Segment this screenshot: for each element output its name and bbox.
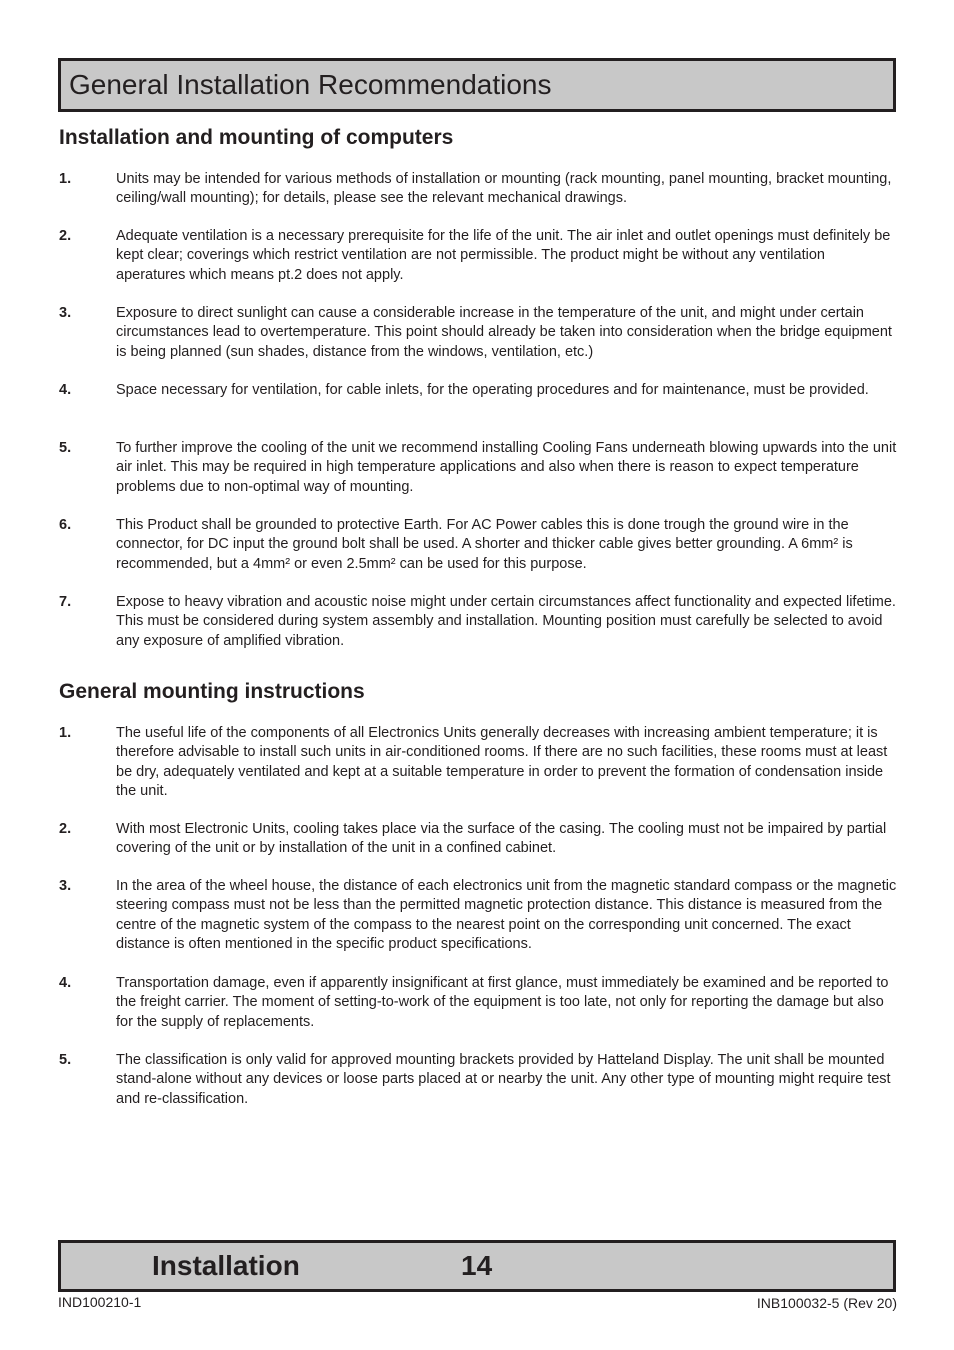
item-number: 4. bbox=[59, 975, 72, 991]
item-number: 3. bbox=[59, 305, 72, 321]
item-number: 5. bbox=[59, 1052, 72, 1068]
item-number: 2. bbox=[59, 228, 72, 244]
page-title: General Installation Recommendations bbox=[69, 69, 552, 100]
item-text: In the area of the wheel house, the distance of each electronics unit from the magnetic standard compass or the magnetic steering compass must not be less than the permitted magnetic protection distance. This distance is measured from the centre of the magnetic system of the compass to the nearest point on the corresponding unit concerned. The exact distance is often mentioned in the specific product specifications. bbox=[116, 878, 897, 953]
section-heading-installation: Installation and mounting of computers bbox=[59, 126, 454, 149]
section-heading-general-mounting: General mounting instructions bbox=[59, 680, 365, 703]
item-text: Space necessary for ventilation, for cable inlets, for the operating procedures and for maintenance, must be provided. bbox=[116, 382, 869, 398]
item-text: Units may be intended for various methods of installation or mounting (rack mounting, panel mounting, bracket mounting, ceiling/wall mounting); for details, please see the relevant mechanical drawings. bbox=[116, 171, 892, 207]
item-text: Exposure to direct sunlight can cause a considerable increase in the temperature of the unit, and might under certain circumstances lead to overtemperature. This point should already be taken into consideration when the bridge equipment is being planned (sun shades, distance from the windows, ventilation, etc.) bbox=[116, 305, 892, 360]
item-text: The useful life of the components of all Electronics Units generally decreases with increasing ambient temperature; it is therefore advisable to install such units in air-conditioned rooms. If there are no such facilities, these rooms must at least be dry, adequately ventilated and kept at a suitable temperature in order to prevent the formation of condensation inside the unit. bbox=[116, 725, 888, 800]
page-number: 14 bbox=[461, 1250, 493, 1281]
item-number: 5. bbox=[59, 440, 72, 456]
item-text: Expose to heavy vibration and acoustic noise might under certain circumstances affect functionality and expected lifetime. This must be considered during system assembly and installation. Mounting position must carefully be selected to avoid any exposure of amplified vibration. bbox=[116, 594, 896, 649]
footer-bar bbox=[58, 1240, 896, 1292]
document-id-right: INB100032-5 (Rev 20) bbox=[756, 1295, 897, 1311]
item-number: 1. bbox=[59, 171, 72, 187]
item-number: 6. bbox=[59, 517, 72, 533]
item-text: Transportation damage, even if apparently insignificant at first glance, must immediately be examined and be reported to the freight carrier. The moment of setting-to-work of the equipment is too late, not only for reporting the damage but also for the supply of replacements. bbox=[116, 975, 889, 1030]
item-text: This Product shall be grounded to protective Earth. For AC Power cables this is done trough the ground wire in the connector, for DC input the ground bolt shall be used. A shorter and thicker cable gives better grounding. A 6mm² is recommended, but a 4mm² or even 2.5mm² can be used for this purpose. bbox=[116, 517, 853, 572]
item-text: To further improve the cooling of the unit we recommend installing Cooling Fans underneath blowing upwards into the unit air inlet. This may be required in high temperature applications and also when there is reason to expect temperature problems due to non-optimal way of mounting. bbox=[116, 440, 897, 495]
footer-section-label: Installation bbox=[152, 1250, 300, 1281]
item-text: The classification is only valid for approved mounting brackets provided by Hatteland Display. The unit shall be mounted stand-alone without any devices or loose parts placed at or nearby the unit. Any other type of mounting might require test and re-classification. bbox=[116, 1052, 891, 1107]
item-text: Adequate ventilation is a necessary prerequisite for the life of the unit. The air inlet and outlet openings must definitely be kept clear; coverings which restrict ventilation are not permissible. The product might be without any ventilation aperatures which means pt.2 does not apply. bbox=[116, 228, 891, 283]
item-number: 2. bbox=[59, 821, 72, 837]
item-number: 1. bbox=[59, 725, 72, 741]
item-number: 4. bbox=[59, 382, 72, 398]
document-id-left: IND100210-1 bbox=[58, 1294, 142, 1310]
item-number: 7. bbox=[59, 594, 72, 610]
item-text: With most Electronic Units, cooling takes place via the surface of the casing. The cooling must not be impaired by partial covering of the unit or by installation of the unit in a confined cabinet. bbox=[116, 821, 887, 857]
item-number: 3. bbox=[59, 878, 72, 894]
page-title-bar bbox=[58, 58, 896, 112]
